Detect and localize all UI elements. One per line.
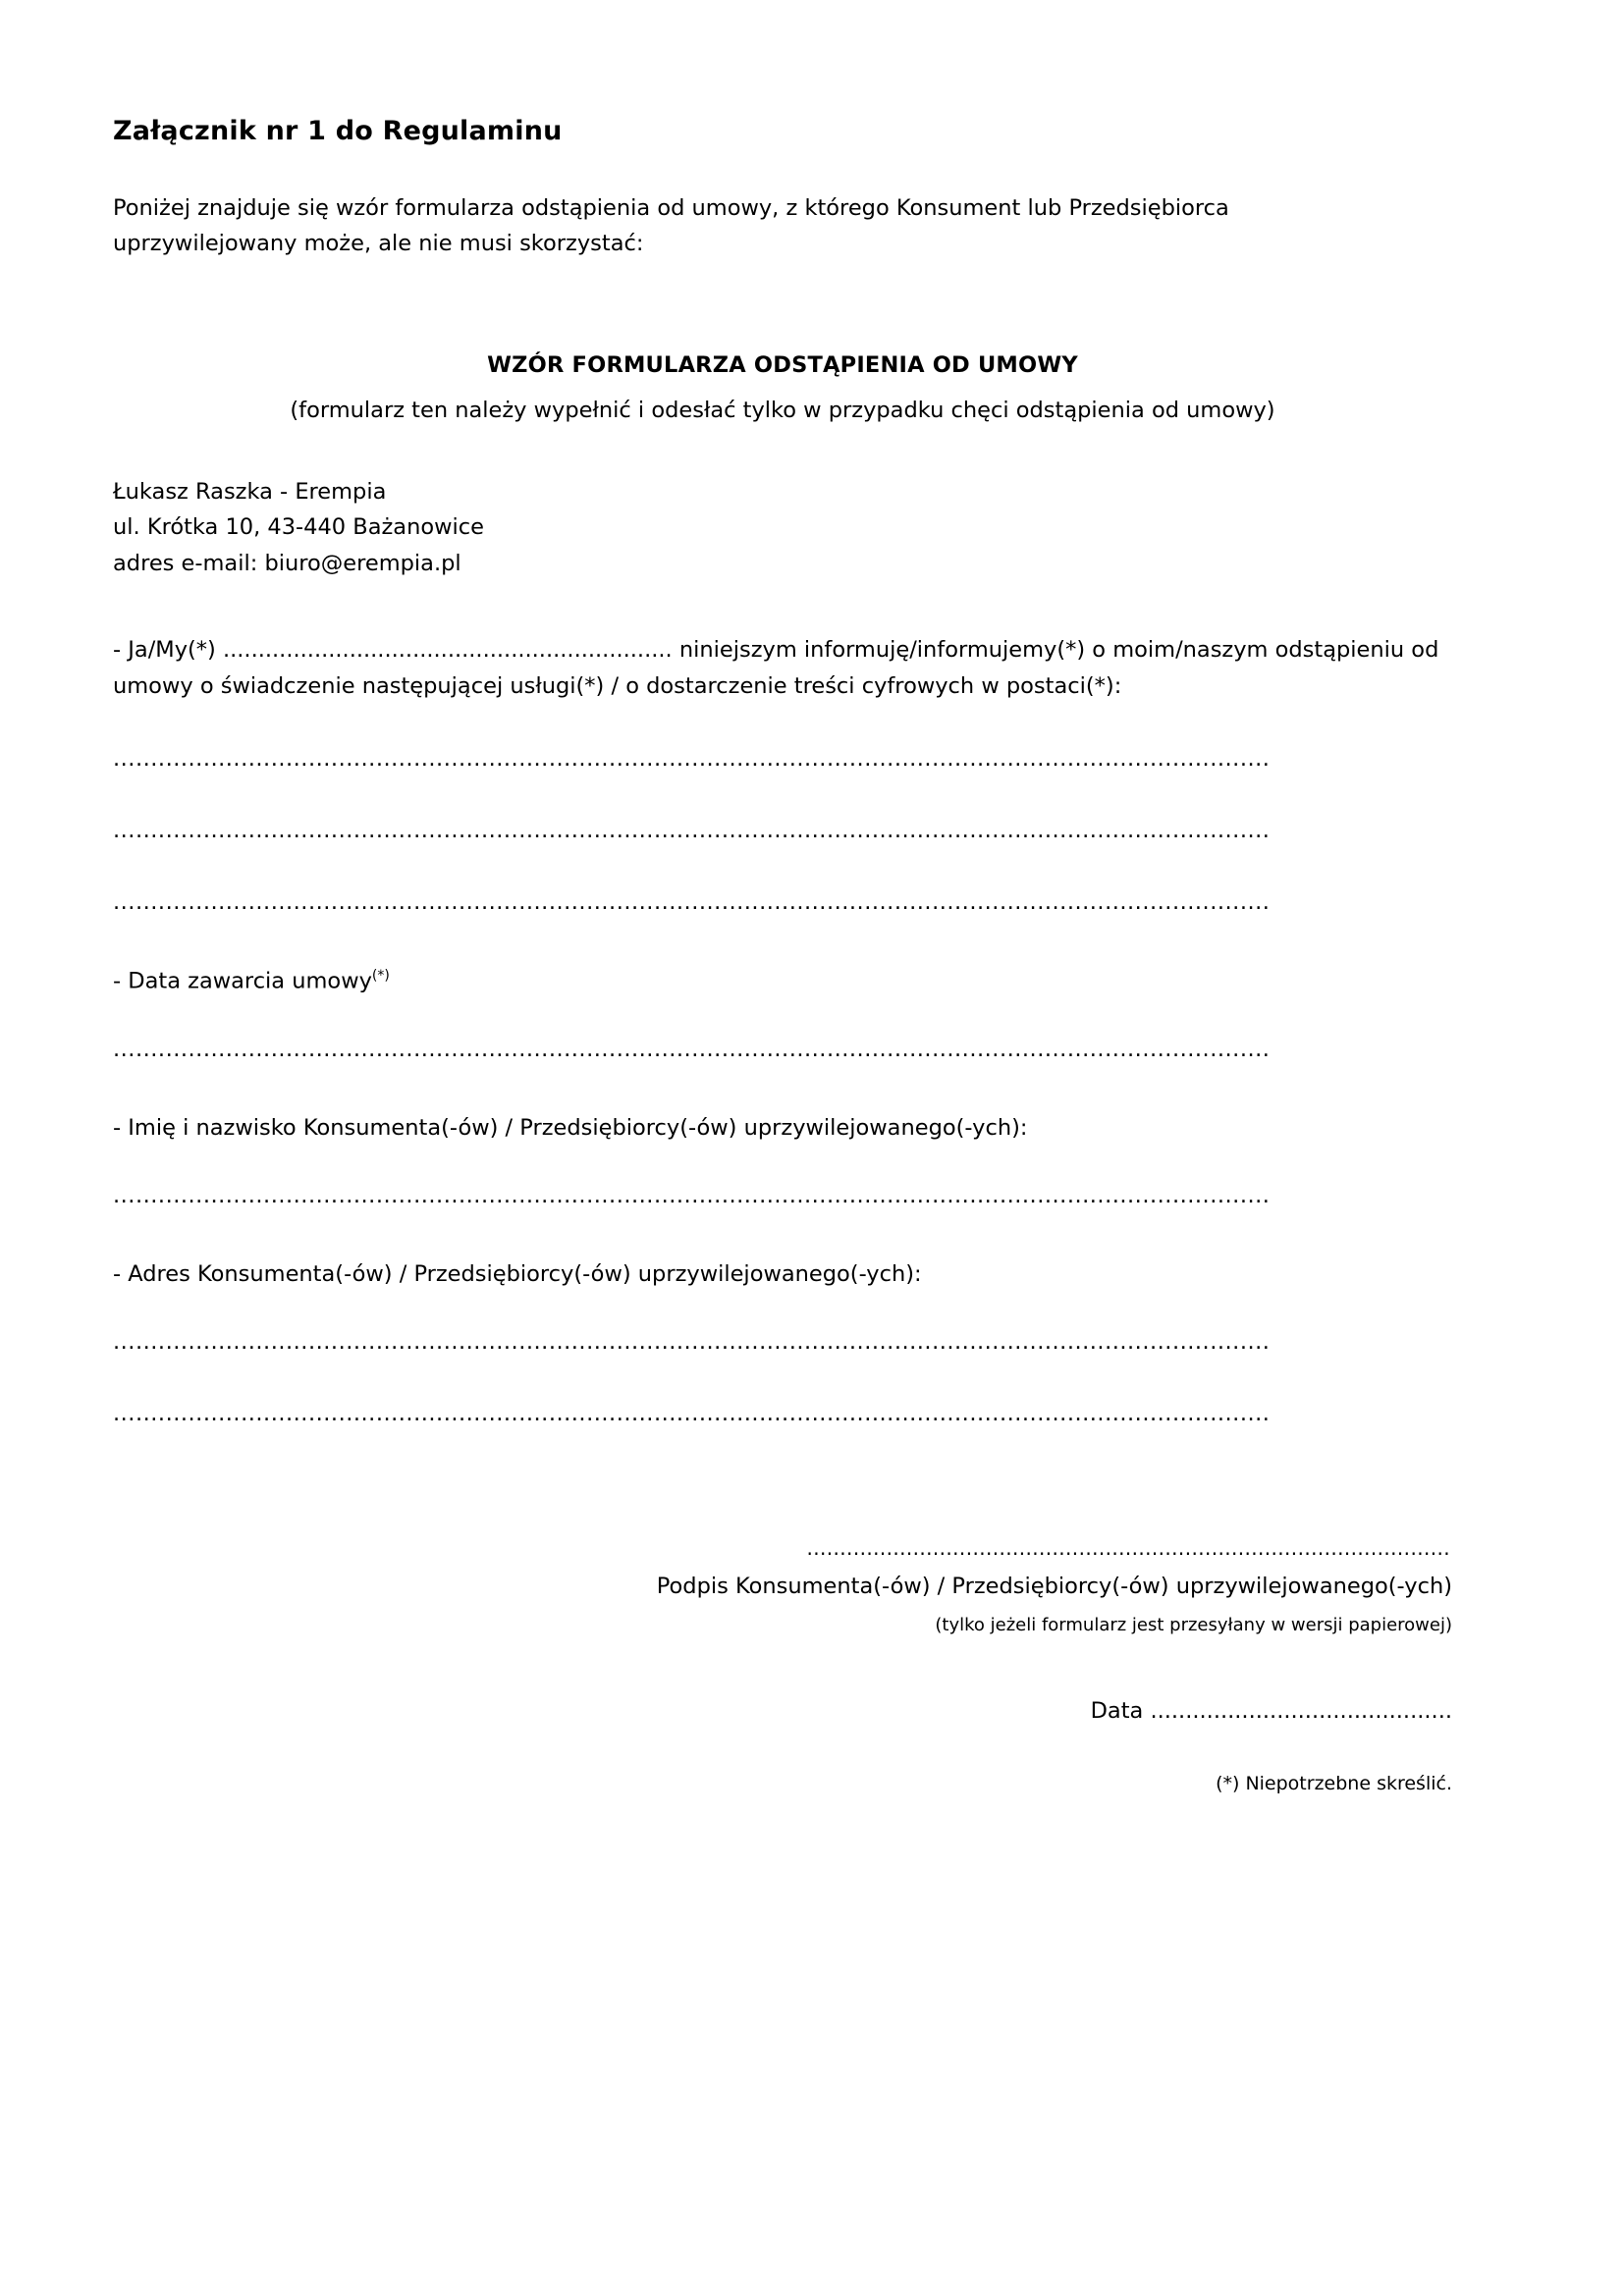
- fill-line-description-2[interactable]: ..........................................................................................................................................................: [113, 818, 1271, 844]
- label-contract-date: [113, 968, 1452, 994]
- label-consumer-address: - Adres Konsumenta(-ów) / Przedsiębiorcy(-ów) uprzywilejowanego(-ych):: [113, 1260, 922, 1287]
- fill-line-consumer-name[interactable]: ..........................................................................................................................................................: [113, 1182, 1271, 1208]
- footnote: (*) Niepotrzebne skreślić.: [1216, 1772, 1452, 1794]
- label-contract-date-asterisk: (*): [371, 968, 390, 985]
- fill-line-description-1[interactable]: ..........................................................................................................................................................: [113, 746, 1271, 773]
- fill-line-consumer-address-2[interactable]: ..........................................................................................................................................................: [113, 1400, 1271, 1426]
- label-consumer-name: - Imię i nazwisko Konsumenta(-ów) / Przedsiębiorcy(-ów) uprzywilejowanego(-ych):: [113, 1114, 1028, 1141]
- fill-line-signature[interactable]: .................................................................................................: [806, 1535, 1450, 1560]
- signature-note: (tylko jeżeli formularz jest przesyłany w wersji papierowej): [935, 1614, 1452, 1635]
- page-title: Załącznik nr 1 do Regulaminu: [113, 116, 563, 146]
- addressee-street: ul. Krótka 10, 43-440 Bażanowice: [113, 514, 484, 541]
- form-title: WZÓR FORMULARZA ODSTĄPIENIA OD UMOWY: [487, 351, 1078, 378]
- form-subtitle: (formularz ten należy wypełnić i odesłać tylko w przypadku chęci odstąpienia od umowy): [290, 397, 1275, 423]
- signature-block: [113, 1536, 1452, 1635]
- addressee-email: adres e-mail: biuro@erempia.pl: [113, 550, 461, 576]
- fill-line-consumer-address-1[interactable]: ..........................................................................................................................................................: [113, 1328, 1271, 1355]
- signature-caption: Podpis Konsumenta(-ów) / Przedsiębiorcy(-ów) uprzywilejowanego(-ych): [656, 1573, 1452, 1599]
- declaration-paragraph: - Ja/My(*) ................................................................ niniejszym informuję/informujemy(*) o moim/naszym odstąpieniu od umowy o świadczenie następującej usługi(*) / o dostarczenie treści cyfrowych w postaci(*):: [113, 637, 1439, 699]
- fill-line-contract-date[interactable]: ..........................................................................................................................................................: [113, 1036, 1271, 1062]
- intro-paragraph: Poniżej znajduje się wzór formularza odstąpienia od umowy, z którego Konsument lub Przedsiębiorca uprzywilejowany może, ale nie musi skorzystać:: [113, 195, 1229, 257]
- label-contract-date-text: - Data zawarcia umowy: [113, 968, 372, 994]
- addressee-block: [113, 474, 1452, 581]
- signature-date[interactable]: Data ...........................................: [1090, 1697, 1452, 1724]
- fill-line-description-3[interactable]: ..........................................................................................................................................................: [113, 889, 1271, 916]
- addressee-name: Łukasz Raszka - Erempia: [113, 478, 387, 505]
